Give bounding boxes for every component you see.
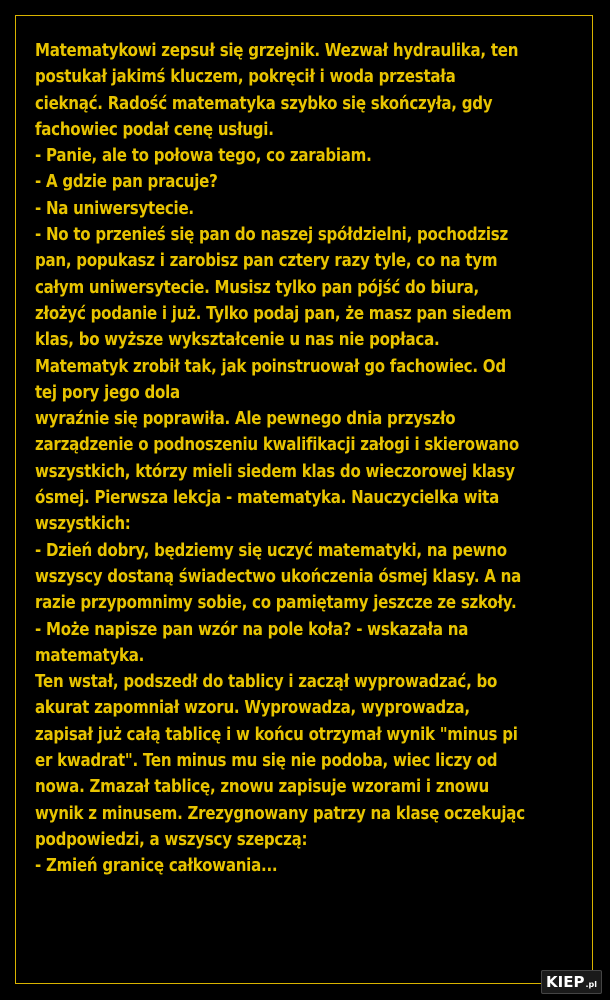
story-line: Matematyk zrobił tak, jak poinstruował go fachowiec. Od: [35, 356, 506, 377]
story-line: złożyć podanie i już. Tylko podaj pan, że masz pan siedem: [35, 303, 512, 324]
story-line: klas, bo wyższe wykształcenie u nas nie popłaca.: [35, 330, 440, 351]
story-line: razie przypomnimy sobie, co pamiętamy jeszcze ze szkoły.: [35, 593, 517, 614]
story-line: pan, popukasz i zarobisz pan cztery razy tyle, co na tym: [35, 251, 498, 272]
story-line: wszystkich, którzy mieli siedem klas do wieczorowej klasy: [35, 461, 515, 482]
story-line: - Może napisze pan wzór na pole koła? - wskazała na: [35, 619, 469, 640]
story-line: wszystkich:: [35, 514, 131, 535]
story-line: zapisał już całą tablicę i w końcu otrzymał wynik "minus pi: [35, 724, 518, 745]
story-line: er kwadrat". Ten minus mu się nie podoba, wiec liczy od: [35, 751, 498, 772]
story-line: akurat zapomniał wzoru. Wyprowadza, wyprowadza,: [35, 698, 470, 719]
story-line: - Dzień dobry, będziemy się uczyć matematyki, na pewno: [35, 540, 507, 561]
story-line: całym uniwersytecie. Musisz tylko pan pójść do biura,: [35, 277, 479, 298]
story-line: - No to przenieś się pan do naszej spółdzielni, pochodzisz: [35, 225, 508, 246]
story-line: ósmej. Pierwsza lekcja - matematyka. Nauczycielka wita: [35, 488, 499, 509]
story-line: cieknąć. Radość matematyka szybko się skończyła, gdy: [35, 93, 493, 114]
kiep-watermark: [541, 970, 602, 994]
story-line: Ten wstał, podszedł do tablicy i zaczął wyprowadzać, bo: [35, 672, 498, 693]
story-line: - Zmień granicę całkowania...: [35, 856, 278, 877]
story-line: zarządzenie o podnoszeniu kwalifikacji załogi i skierowano: [35, 435, 519, 456]
watermark-text: KIEP: [546, 973, 585, 991]
story-line: - Panie, ale to połowa tego, co zarabiam.: [35, 146, 372, 167]
story-line: - A gdzie pan pracuje?: [35, 172, 218, 193]
story-line: postukał jakimś kluczem, pokręcił i woda przestała: [35, 67, 456, 88]
story-line: - Na uniwersytecie.: [35, 198, 194, 219]
story-line: matematyka.: [35, 645, 145, 666]
story-line: nowa. Zmazał tablicę, znowu zapisuje wzorami i znowu: [35, 777, 489, 798]
story-line: wszyscy dostaną świadectwo ukończenia ósmej klasy. A na: [35, 566, 522, 587]
story-line: tej pory jego dola: [35, 382, 180, 403]
story-line: podpowiedzi, a wszyscy szepczą:: [35, 829, 308, 850]
joke-text: [35, 38, 525, 880]
story-line: wynik z minusem. Zrezygnowany patrzy na klasę oczekując: [35, 803, 525, 824]
story-line: fachowiec podał cenę usługi.: [35, 119, 274, 140]
story-line: Matematykowi zepsuł się grzejnik. Wezwał hydraulika, ten: [35, 41, 519, 61]
story-line: wyraźnie się poprawiła. Ale pewnego dnia przyszło: [35, 409, 456, 430]
watermark-tld: .pl: [585, 980, 597, 989]
